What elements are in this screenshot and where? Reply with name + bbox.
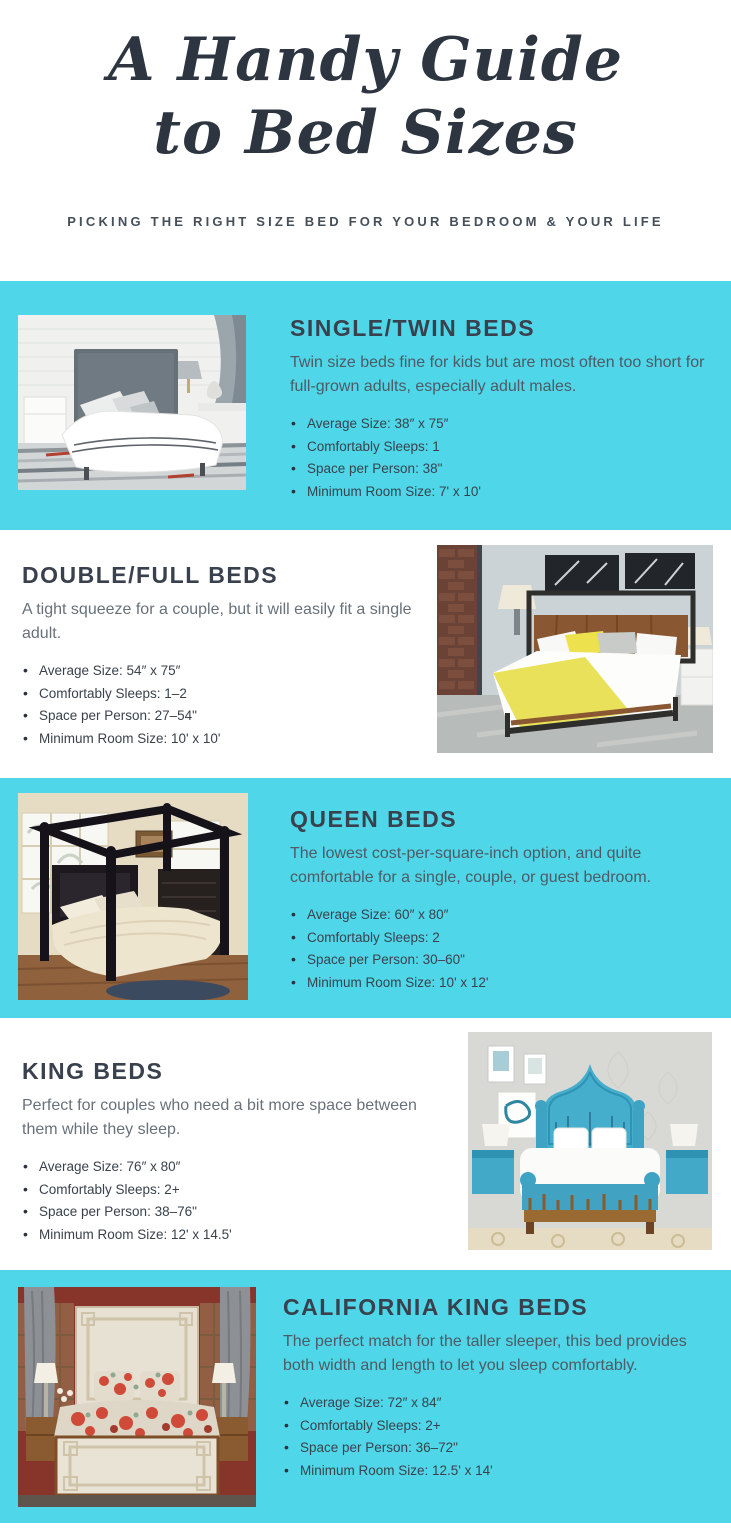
spec-list: [22, 662, 452, 750]
spec-item: [290, 906, 714, 925]
twin-bed-illustration: [18, 315, 246, 490]
spec-item: [283, 1394, 717, 1413]
section-copy: [290, 315, 710, 506]
section-double-full: [0, 530, 731, 778]
spec-item: [22, 1203, 422, 1222]
spec-text: Average Size: 38″ x 75″: [307, 415, 449, 431]
single-twin-bed-photo: [18, 315, 246, 490]
section-title: CALIFORNIA KING BEDS: [283, 1294, 589, 1320]
spec-item: [290, 460, 710, 479]
spec-text: Minimum Room Size: 12' x 14.5': [39, 1227, 232, 1243]
spec-list: [22, 1158, 422, 1246]
section-title: SINGLE/TWIN BEDS: [290, 315, 536, 341]
spec-text: Minimum Room Size: 7' x 10': [307, 484, 481, 500]
spec-text: Minimum Room Size: 10' x 10': [39, 731, 221, 747]
double-bed-illustration: [437, 545, 713, 753]
section-description: A tight squeeze for a couple, but it will easily fit a single adult.: [22, 601, 412, 643]
spec-text: Comfortably Sleeps: 2: [307, 929, 440, 945]
spec-item: [22, 730, 452, 749]
spec-item: [290, 415, 710, 434]
king-bed-illustration: [468, 1032, 712, 1250]
spec-item: [22, 1181, 422, 1200]
spec-text: Average Size: 54″ x 75″: [39, 662, 181, 678]
section-copy: [22, 1058, 422, 1249]
spec-text: Minimum Room Size: 10' x 12': [307, 975, 489, 991]
queen-bed-illustration: [18, 793, 248, 1000]
spec-item: [290, 929, 714, 948]
spec-item: [22, 707, 452, 726]
page-subtitle: PICKING THE RIGHT SIZE BED FOR YOUR BEDROOM & YOUR LIFE: [67, 214, 664, 230]
section-copy: [22, 562, 452, 753]
section-california-king: [0, 1270, 731, 1523]
double-full-bed-photo: [437, 545, 713, 753]
spec-text: Comfortably Sleeps: 1: [307, 438, 440, 454]
spec-item: [283, 1439, 717, 1458]
spec-list: [290, 415, 710, 503]
spec-item: [283, 1462, 717, 1481]
spec-item: [22, 685, 452, 704]
spec-text: Space per Person: 27–54": [39, 708, 197, 724]
section-queen: [0, 778, 731, 1018]
spec-text: Average Size: 76″ x 80″: [39, 1158, 181, 1174]
section-description: The lowest cost-per-square-inch option, and quite comfortable for a single, couple, or guest bedroom.: [290, 845, 652, 887]
spec-item: [290, 483, 710, 502]
spec-item: [283, 1417, 717, 1436]
spec-text: Minimum Room Size: 12.5' x 14': [300, 1463, 493, 1479]
spec-list: [283, 1394, 717, 1482]
section-title: DOUBLE/FULL BEDS: [22, 562, 279, 588]
california-king-bed-illustration: [18, 1287, 256, 1507]
section-description: The perfect match for the taller sleeper, this bed provides both width and length to let you sleep comfortably.: [283, 1333, 687, 1375]
spec-text: Average Size: 72″ x 84″: [300, 1394, 442, 1410]
section-copy: [283, 1294, 717, 1485]
spec-item: [22, 1226, 422, 1245]
page-title: [0, 0, 731, 170]
section-title: QUEEN BEDS: [290, 806, 458, 832]
section-description: Perfect for couples who need a bit more space between them while they sleep.: [22, 1097, 417, 1139]
spec-item: [22, 1158, 422, 1177]
section-king: [0, 1018, 731, 1270]
spec-text: Average Size: 60″ x 80″: [307, 906, 449, 922]
spec-item: [290, 974, 714, 993]
california-king-bed-photo: [18, 1287, 256, 1507]
spec-item: [290, 951, 714, 970]
queen-bed-photo: [18, 793, 248, 1000]
section-single-twin: [0, 281, 731, 530]
spec-item: [22, 662, 452, 681]
spec-text: Comfortably Sleeps: 1–2: [39, 685, 187, 701]
spec-text: Comfortably Sleeps: 2+: [300, 1417, 441, 1433]
section-copy: [290, 806, 714, 997]
spec-text: Space per Person: 38–76": [39, 1204, 197, 1220]
king-bed-photo: [468, 1032, 712, 1250]
spec-text: Comfortably Sleeps: 2+: [39, 1181, 180, 1197]
header: [0, 0, 731, 281]
section-description: Twin size beds fine for kids but are most often too short for full-grown adults, especially adult males.: [290, 354, 705, 396]
title-line-1: A Handy Guide: [107, 25, 624, 95]
bottom-margin: [0, 1523, 731, 1536]
title-line-2: to Bed Sizes: [153, 98, 578, 169]
spec-list: [290, 906, 714, 994]
spec-text: Space per Person: 38": [307, 461, 443, 477]
spec-text: Space per Person: 36–72": [300, 1440, 458, 1456]
section-title: KING BEDS: [22, 1058, 164, 1084]
spec-text: Space per Person: 30–60": [307, 952, 465, 968]
spec-item: [290, 438, 710, 457]
